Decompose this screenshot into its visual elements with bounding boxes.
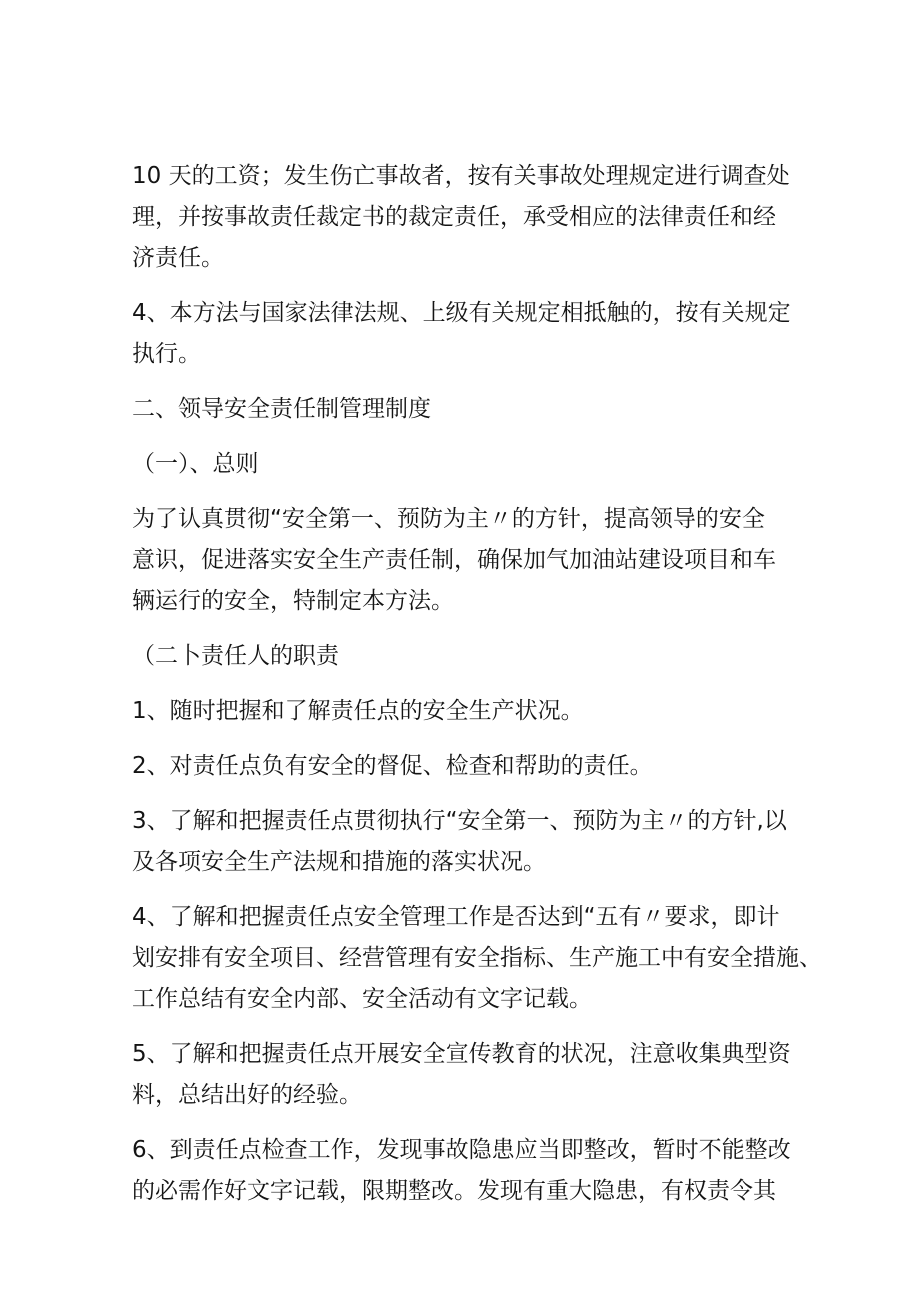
paragraph-duty-3 <box>132 801 794 883</box>
paragraph-item-4-law-conflict <box>132 293 794 375</box>
text-line: 工作总结有安全内部、安全活动有文字记载。 <box>132 986 592 1012</box>
subsection-heading-duties <box>132 636 794 677</box>
text-line: （一）、总则 <box>132 451 259 477</box>
text-line: 划安排有安全项目、经营管理有安全指标、生产施工中有安全措施、 <box>132 945 822 971</box>
text-line: 6、到责任点检查工作，发现事故隐患应当即整改，暂时不能整改 <box>132 1137 791 1163</box>
text-line: 及各项安全生产法规和措施的落实状况。 <box>132 849 546 875</box>
text-line: 济责任。 <box>132 245 224 271</box>
text-line: 的必需作好文字记载，限期整改。发现有重大隐患，有权责令其 <box>132 1178 776 1204</box>
text-line: 执行。 <box>132 341 201 367</box>
text-line: 4、了解和把握责任点安全管理工作是否达到“五有〃要求，即计 <box>132 904 780 930</box>
paragraph-pay-penalty <box>132 156 794 279</box>
text-line: 5、了解和把握责任点开展安全宣传教育的状况，注意收集典型资 <box>132 1041 791 1067</box>
text-line: 二、领导安全责任制管理制度 <box>132 396 431 422</box>
paragraph-duty-5 <box>132 1034 794 1116</box>
paragraph-purpose <box>132 499 794 622</box>
text-line: 3、了解和把握责任点贯彻执行“安全第一、预防为主〃的方针,以 <box>132 808 787 834</box>
text-line: 10 天的工资；发生伤亡事故者，按有关事故处理规定进行调查处 <box>132 163 790 189</box>
text-line: 4、本方法与国家法律法规、上级有关规定相抵触的，按有关规定 <box>132 300 791 326</box>
section-heading <box>132 389 794 430</box>
text-line: 为了认真贯彻“安全第一、预防为主〃的方针，提高领导的安全 <box>132 506 765 532</box>
text-line: 1、随时把握和了解责任点的安全生产状况。 <box>132 698 584 724</box>
paragraph-duty-4 <box>132 897 822 1020</box>
document-page <box>132 156 822 1226</box>
text-line: 辆运行的安全，特制定本方法。 <box>132 588 454 614</box>
text-line: 2、对责任点负有安全的督促、检查和帮助的责任。 <box>132 753 653 779</box>
paragraph-duty-2 <box>132 746 794 787</box>
text-line: （二卜责任人的职责 <box>132 643 339 669</box>
subsection-heading-general <box>132 444 794 485</box>
text-line: 意识，促进落实安全生产责任制，确保加气加油站建设项目和车 <box>132 547 776 573</box>
paragraph-duty-6 <box>132 1130 794 1212</box>
text-line: 料，总结出好的经验。 <box>132 1082 362 1108</box>
text-line: 理，并按事故责任裁定书的裁定责任，承受相应的法律责任和经 <box>132 204 776 230</box>
paragraph-duty-1 <box>132 691 794 732</box>
